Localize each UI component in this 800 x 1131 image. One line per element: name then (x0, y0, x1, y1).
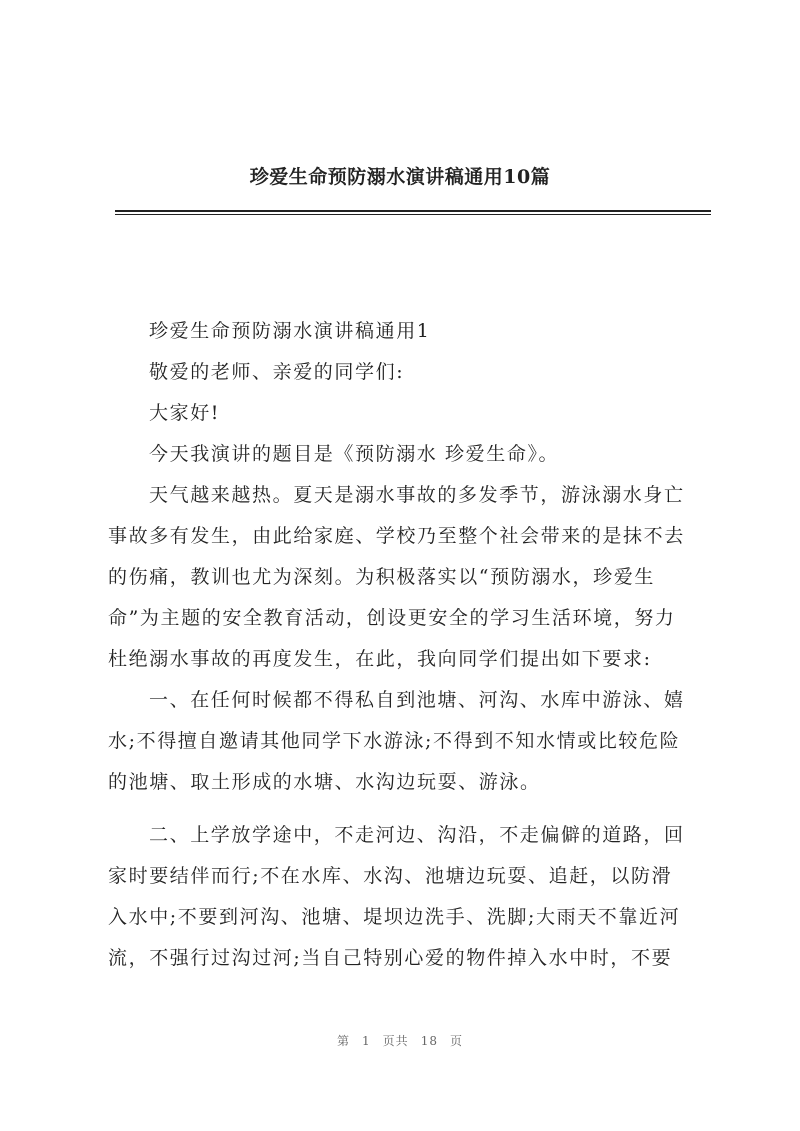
paragraph-line: 命”为主题的安全教育活动，创设更安全的学习生活环境，努力 (108, 607, 676, 629)
paragraph-line: 的池塘、取土形成的水塘、水沟边玩耍、游泳。 (108, 771, 541, 793)
paragraph-line: 家时要结伴而行;不在水库、水沟、池塘边玩耍、追赶，以防滑 (108, 865, 673, 887)
document-body (108, 311, 708, 979)
paragraph-rule-two (108, 815, 708, 979)
paragraph-line: 二、上学放学途中，不走河边、沟沿，不走偏僻的道路，回 (149, 824, 685, 846)
paragraph-line: 天气越来越热。夏天是溺水事故的多发季节，游泳溺水身亡 (149, 484, 685, 506)
greeting: 大家好! (149, 402, 221, 424)
footer-page-suffix: 页 (449, 1034, 463, 1048)
paragraph-line: 的伤痛，教训也尤为深刻。为积极落实以“预防溺水，珍爱生 (108, 566, 655, 588)
section-heading: 珍爱生命预防溺水演讲稿通用1 (149, 320, 431, 342)
topic-line: 今天我演讲的题目是《预防溺水 珍爱生命》。 (149, 443, 560, 465)
paragraph-line: 事故多有发生，由此给家庭、学校乃至整个社会带来的是抹不去 (108, 525, 685, 547)
document-title: 珍爱生命预防溺水演讲稿通用10篇 (249, 166, 551, 188)
paragraph-weather (108, 475, 708, 680)
paragraph-line: 流，不强行过沟过河;当自己特别心爱的物件掉入水中时，不要 (108, 947, 673, 969)
title-divider-thick (115, 210, 711, 212)
footer-page-total-label: 页共 (382, 1034, 409, 1048)
paragraph-rule-one (108, 680, 708, 803)
title-divider-thin (115, 214, 711, 215)
paragraph-line: 杜绝溺水事故的再度发生，在此，我向同学们提出如下要求: (108, 648, 652, 670)
paragraph-line: 入水中;不要到河沟、池塘、堤坝边洗手、洗脚;大雨天不靠近河 (108, 906, 681, 928)
paragraph-line: 一、在任何时候都不得私自到池塘、河沟、水库中游泳、嬉 (149, 689, 685, 711)
salutation: 敬爱的老师、亲爱的同学们: (149, 361, 405, 383)
footer-page-number: 1 (362, 1034, 371, 1048)
footer-page-total: 18 (420, 1034, 438, 1048)
paragraph-line: 水;不得擅自邀请其他同学下水游泳;不得到不知水情或比较危险 (108, 730, 681, 752)
page-footer (0, 1032, 800, 1049)
footer-page-label: 第 (337, 1034, 351, 1048)
